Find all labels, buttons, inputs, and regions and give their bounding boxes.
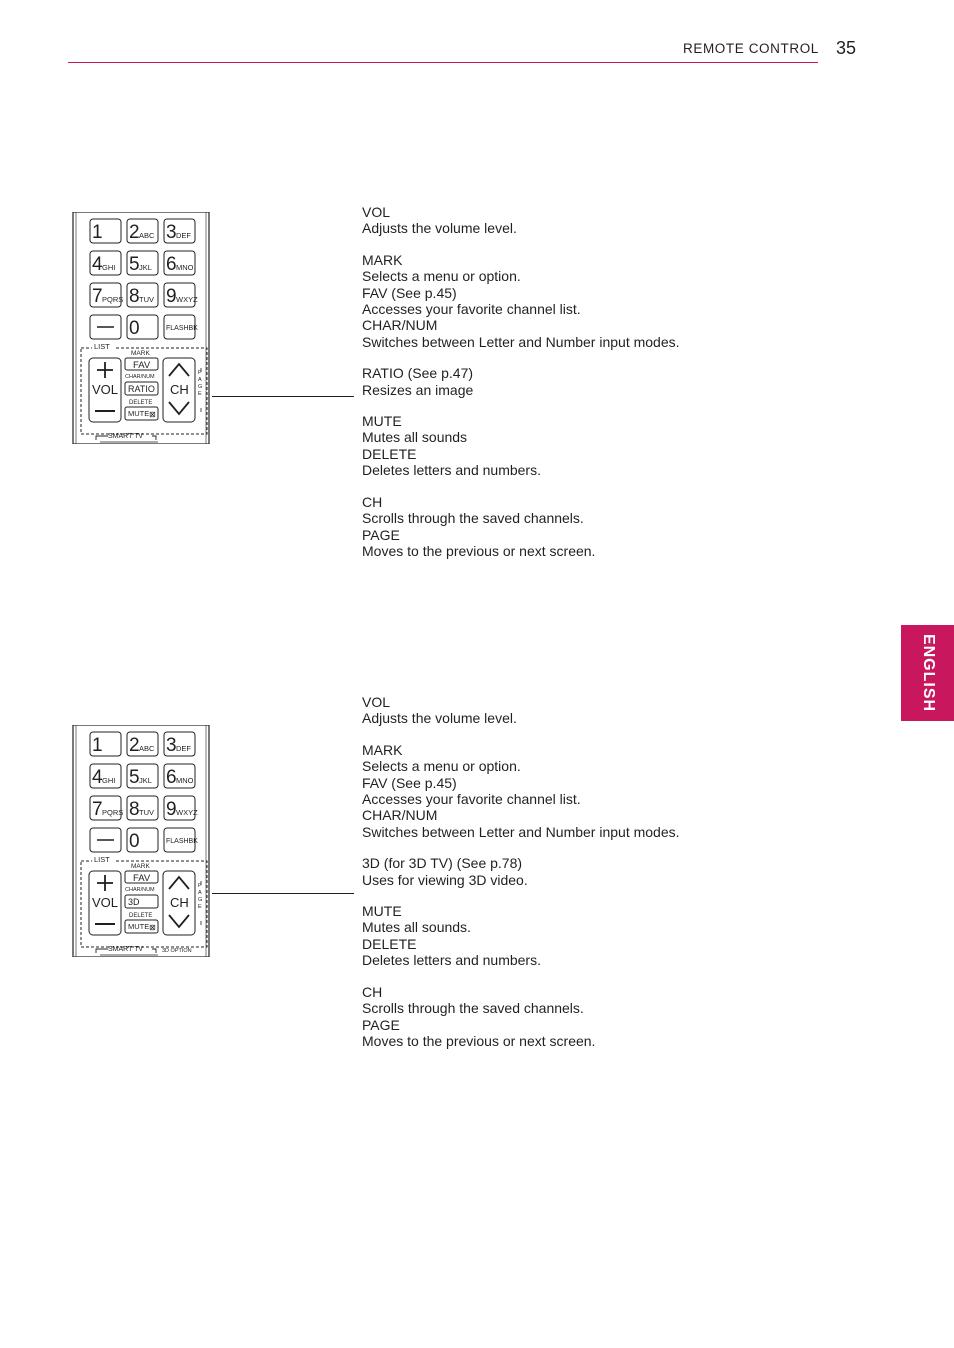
remote-svg: [72, 725, 214, 957]
button-name: PAGE: [362, 526, 400, 543]
description-group: [362, 903, 882, 969]
button-term: [362, 252, 882, 268]
page-label-letter: A: [198, 890, 202, 896]
volume-label: VOL: [92, 895, 119, 910]
button-description: Accesses your favorite channel list.: [362, 301, 581, 318]
number-key-letters: MNO: [176, 263, 194, 272]
button-term: [362, 807, 882, 823]
number-key-digit: 2: [129, 222, 140, 243]
number-key-digit: 6: [166, 254, 177, 275]
button-description: Switches between Letter and Number input modes.: [362, 333, 680, 350]
button-description: Selects a menu or option.: [362, 758, 521, 775]
number-key-letters: TUV: [139, 295, 154, 304]
button-description: Accesses your favorite channel list.: [362, 791, 581, 808]
button-term: [362, 317, 882, 333]
description-group: [362, 413, 882, 479]
button-description: Adjusts the volume level.: [362, 710, 517, 727]
callout-line-3d: [212, 893, 354, 894]
button-description: Deletes letters and numbers.: [362, 462, 541, 479]
delete-label: DELETE: [129, 913, 153, 919]
ratio-or-3d-key-label: RATIO: [128, 384, 155, 394]
number-key-digit: 8: [129, 799, 140, 820]
number-key-digit: 4: [92, 254, 103, 275]
description-group: [362, 694, 882, 727]
page-reference: (for 3D TV) (See p.78): [379, 855, 523, 872]
button-term: [362, 742, 882, 758]
button-description: Scrolls through the saved channels.: [362, 510, 584, 527]
volume-label: VOL: [92, 382, 119, 397]
button-name: CHAR/NUM: [362, 317, 438, 334]
mute-key-label: MUTE: [128, 409, 150, 418]
charnum-label: CHAR/NUM: [125, 374, 155, 380]
number-key-letters: TUV: [139, 808, 154, 817]
number-key-digit: 5: [129, 767, 140, 788]
button-term: [362, 855, 882, 871]
description-group: [362, 742, 882, 840]
number-key-digit: 9: [166, 799, 177, 820]
number-key-digit: 2: [129, 735, 140, 756]
button-name: DELETE: [362, 445, 417, 462]
channel-label: CH: [170, 382, 189, 397]
mark-label: MARK: [131, 863, 150, 870]
button-description: Scrolls through the saved channels.: [362, 1000, 584, 1017]
button-description: Switches between Letter and Number input modes.: [362, 823, 680, 840]
button-name: VOL: [362, 694, 391, 710]
flashbk-key-label: FLASHBK: [166, 325, 198, 332]
button-description: Selects a menu or option.: [362, 268, 521, 285]
button-term: [362, 984, 882, 1000]
button-term: [362, 903, 882, 919]
remote-svg: [72, 212, 214, 444]
button-name: RATIO: [362, 365, 404, 382]
number-key-letters: DEF: [176, 744, 191, 753]
flashbk-key-label: FLASHBK: [166, 838, 198, 845]
number-key-digit: 5: [129, 254, 140, 275]
page-label-letter: P: [198, 370, 202, 376]
button-name: 3D: [362, 855, 380, 872]
button-description: Mutes all sounds: [362, 429, 468, 446]
button-name: MARK: [362, 251, 403, 268]
button-term: [362, 446, 882, 462]
page-label-letter: G: [198, 897, 203, 903]
button-name: MUTE: [362, 413, 402, 430]
number-key-letters: ABC: [139, 231, 155, 240]
page-label-letter: E: [198, 391, 202, 397]
number-key-letters: MNO: [176, 776, 194, 785]
button-description: Uses for viewing 3D video.: [362, 871, 528, 888]
number-key-digit: 4: [92, 767, 103, 788]
button-term: [362, 527, 882, 543]
page-number: 35: [836, 38, 857, 58]
channel-label: CH: [170, 895, 189, 910]
remote-illustration-3d: [72, 725, 214, 957]
button-name: CH: [362, 983, 383, 1000]
page-label-letter: A: [198, 377, 202, 383]
description-group: [362, 365, 882, 398]
mark-label: MARK: [131, 350, 150, 357]
language-tab: [901, 625, 954, 721]
button-name: PAGE: [362, 1016, 400, 1033]
number-key-digit: 8: [129, 286, 140, 307]
button-term: [362, 204, 882, 220]
number-key-digit: 1: [92, 735, 103, 756]
number-key-letters: PQRS: [102, 295, 124, 304]
button-name: CH: [362, 493, 383, 510]
button-term: [362, 1017, 882, 1033]
button-term: [362, 285, 882, 301]
page-label-letter: G: [198, 384, 203, 390]
remote-illustration-ratio: [72, 212, 214, 444]
number-key-letters: GHI: [102, 263, 116, 272]
number-key-digit: 7: [92, 799, 103, 820]
number-key-digit: 9: [166, 286, 177, 307]
page-reference: (See p.45): [387, 774, 457, 791]
button-description: Deletes letters and numbers.: [362, 952, 541, 969]
button-description: Adjusts the volume level.: [362, 220, 517, 237]
button-name: MUTE: [362, 903, 402, 920]
number-key-letters: JKL: [139, 263, 152, 272]
description-group: [362, 252, 882, 350]
page-label-letter: P: [198, 883, 202, 889]
charnum-label: CHAR/NUM: [125, 887, 155, 893]
speaker-mute-icon: ⊠: [149, 923, 156, 932]
page-label-letter: E: [198, 904, 202, 910]
number-key-digit: 7: [92, 286, 103, 307]
description-group: [362, 855, 882, 888]
zero-key-label: 0: [129, 831, 140, 852]
number-key-digit: 3: [166, 222, 177, 243]
button-description: Moves to the previous or next screen.: [362, 1032, 596, 1049]
button-name: FAV: [362, 774, 388, 791]
button-term: [362, 936, 882, 952]
button-name: CHAR/NUM: [362, 807, 438, 824]
number-key-letters: DEF: [176, 231, 191, 240]
running-header-title: REMOTE CONTROL: [683, 41, 819, 56]
description-group: [362, 494, 882, 560]
ratio-or-3d-key-label: 3D: [128, 897, 140, 907]
callout-line-ratio: [212, 396, 354, 397]
delete-label: DELETE: [129, 400, 153, 406]
number-key-digit: 3: [166, 735, 177, 756]
description-group: [362, 204, 882, 237]
page-reference: (See p.45): [387, 284, 457, 301]
button-name: DELETE: [362, 935, 417, 952]
button-descriptions-ratio-model: [362, 204, 882, 574]
language-tab-label: ENGLISH: [919, 633, 937, 713]
mute-key-label: MUTE: [128, 922, 150, 931]
button-term: [362, 775, 882, 791]
speaker-mute-icon: ⊠: [149, 410, 156, 419]
number-key-letters: JKL: [139, 776, 152, 785]
number-key-digit: 1: [92, 222, 103, 243]
button-name: VOL: [362, 204, 391, 220]
button-descriptions-3d-model: [362, 694, 882, 1064]
zero-key-label: 0: [129, 318, 140, 339]
smart-tv-label: SMART TV: [108, 946, 144, 953]
button-description: Resizes an image: [362, 381, 474, 398]
button-description: Mutes all sounds.: [362, 919, 471, 936]
extra-label: 3D OPTION: [162, 948, 192, 954]
fav-key-label: FAV: [133, 873, 151, 884]
header-divider: [68, 62, 818, 63]
number-key-letters: PQRS: [102, 808, 124, 817]
number-key-letters: WXYZ: [176, 295, 198, 304]
button-name: MARK: [362, 741, 403, 758]
number-key-letters: GHI: [102, 776, 116, 785]
description-group: [362, 984, 882, 1050]
fav-key-label: FAV: [133, 360, 151, 371]
button-description: Moves to the previous or next screen.: [362, 542, 596, 559]
button-term: [362, 494, 882, 510]
button-term: [362, 694, 882, 710]
list-label: LIST: [94, 342, 110, 351]
number-key-letters: ABC: [139, 744, 155, 753]
number-key-letters: WXYZ: [176, 808, 198, 817]
number-key-digit: 6: [166, 767, 177, 788]
button-term: [362, 413, 882, 429]
list-label: LIST: [94, 855, 110, 864]
button-term: [362, 365, 882, 381]
smart-tv-label: SMART TV: [108, 433, 144, 440]
button-name: FAV: [362, 284, 388, 301]
page-reference: (See p.47): [403, 365, 474, 382]
